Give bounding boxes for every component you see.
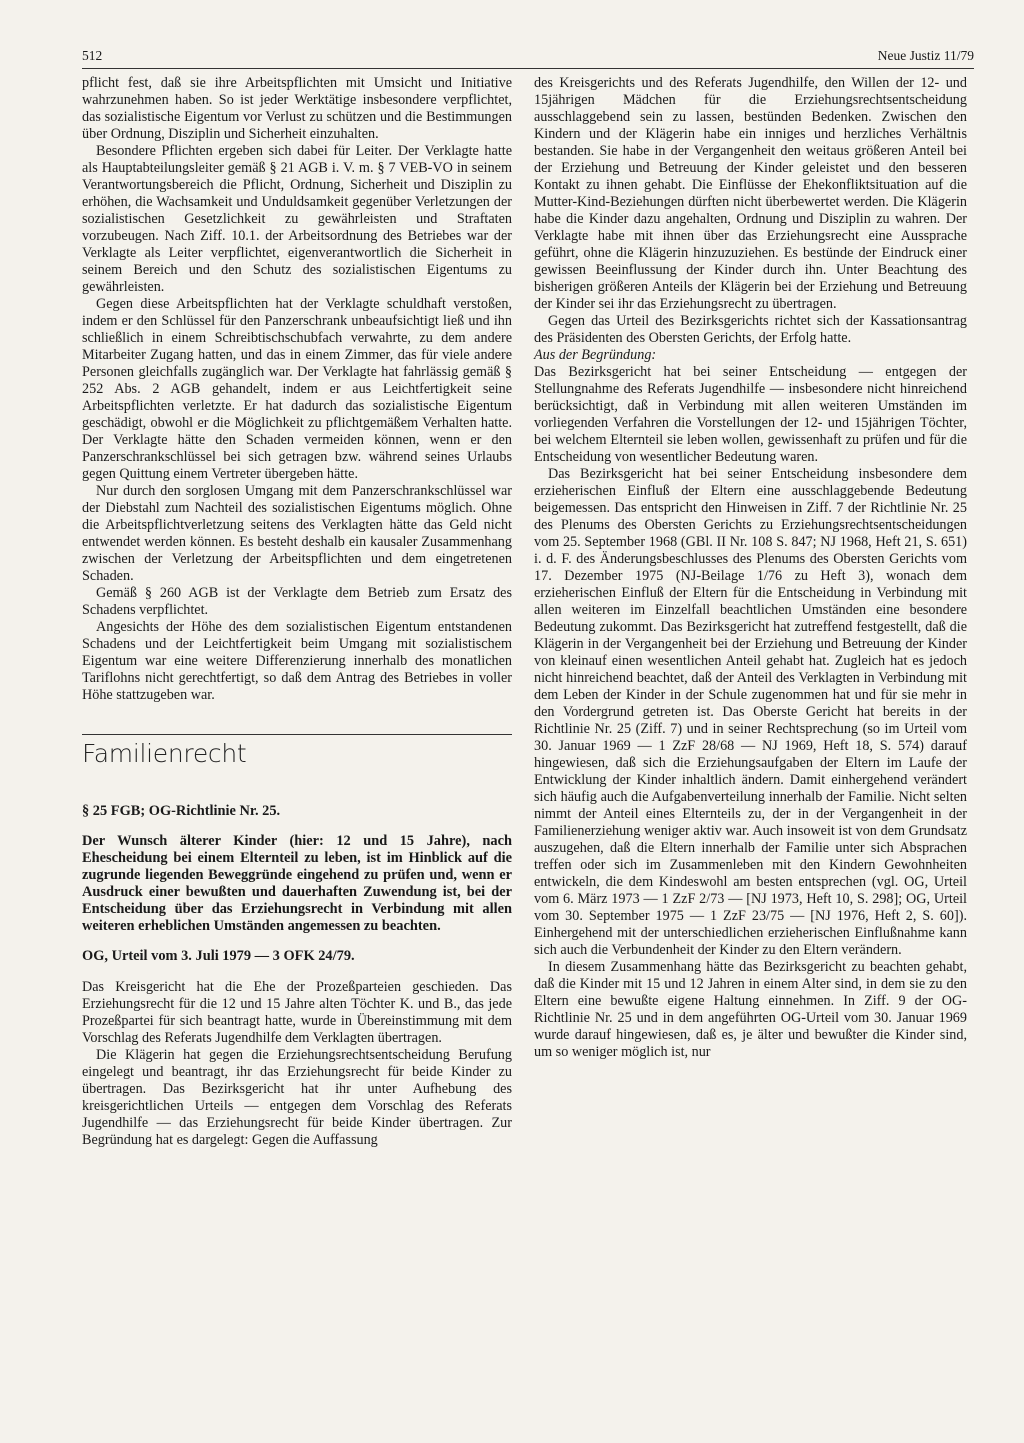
- paragraph: des Kreisgerichts und des Referats Jugendhilfe, den Willen der 12- und 15jährigen Mädchen für die Erziehungsrechtsentscheidung ausschlaggebend sein zu lassen, bestünden Bedenken. Zwischen den Kindern und der Klägerin habe ein inniges und herzliches Verhältnis bestanden. Sie habe in der Vergangenheit den weitaus größeren Anteil bei der Erziehung und Betreuung der Kinder geleistet und den besseren Kontakt zu ihnen gehabt. Die Einflüsse der Ehekonfliktsituation auf die Mutter-Kind-Beziehungen dürften nicht überbewertet werden. Die Klägerin habe die Kinder dazu angehalten, Ordnung und Disziplin zu wahren. Der Verklagte habe mit ihnen über das Erziehungsrecht eine Aussprache geführt, ohne die Klägerin hinzuzuziehen. Es bestünde der Eindruck einer gewissen Beeinflussung der Kinder durch ihn. Unter Beachtung des bisherigen größeren Anteils der Klägerin bei der Erziehung und Betreuung der Kinder sei ihr das Erziehungsrecht zu übertragen.: [534, 75, 967, 312]
- paragraph: Das Kreisgericht hat die Ehe der Prozeßparteien geschieden. Das Erziehungsrecht für die 12 und 15 Jahre alten Töchter K. und B., das jede Prozeßpartei für sich beantragt hatte, wurde in Übereinstimmung mit dem Vorschlag des Referats Jugendhilfe dem Verklagten übertragen.: [82, 979, 512, 1046]
- page-header: [82, 48, 974, 69]
- right-column: [534, 75, 967, 1061]
- norms-reference: § 25 FGB; OG-Richtlinie Nr. 25.: [82, 803, 281, 819]
- paragraph: Angesichts der Höhe des dem sozialistischen Eigentum entstandenen Schadens und der Leichtfertigkeit beim Umgang mit sozialistischem Eigentum war eine weitere Differenzierung innerhalb des monatlichen Tariflohns nicht gerechtfertigt, so daß dem Antrag des Betriebes in voller Höhe stattzugeben war.: [82, 619, 512, 703]
- section-heading: Familienrecht: [82, 734, 512, 769]
- paragraph: Das Bezirksgericht hat bei seiner Entscheidung — entgegen der Stellungnahme des Referats Jugendhilfe — insbesondere nicht hinreichend berücksichtigt, daß in Verbindung mit allen weiteren Umständen im vorliegenden Verfahren die Vorstellungen der 12- und 15jährigen Töchter, bei welchem Elternteil sie leben wollen, gewissenhaft zu prüfen und für die Entscheidung von wesentlicher Bedeutung waren.: [534, 364, 967, 465]
- paragraph: Die Klägerin hat gegen die Erziehungsrechtsentscheidung Berufung eingelegt und beantragt, ihr das Erziehungsrecht für beide Kinder zu übertragen. Das Bezirksgericht hat ihr unter Aufhebung des kreisgerichtlichen Urteils — entgegen dem Vorschlag des Referats Jugendhilfe — das Erziehungsrecht für beide Kinder übertragen. Zur Begründung hat es dargelegt: Gegen die Auffassung: [82, 1047, 512, 1148]
- paragraph: Besondere Pflichten ergeben sich dabei für Leiter. Der Verklagte hatte als Hauptabteilungsleiter gemäß § 21 AGB i. V. m. § 7 VEB-VO in seinem Verantwortungsbereich die Pflicht, Ordnung, Sicherheit und Disziplin zu erhöhen, die Wachsamkeit und Unduldsamkeit gegenüber Verletzungen der sozialistischen Gesetzlichkeit zu gewährleisten und Straftaten vorzubeugen. Nach Ziff. 10.1. der Arbeitsordnung des Betriebes war der Verklagte als Leiter verpflichtet, eigenverantwortlich die Sicherheit in seinem Bereich und den Schutz des sozialistischen Eigentums zu gewährleisten.: [82, 143, 512, 295]
- court-reference: OG, Urteil vom 3. Juli 1979 — 3 OFK 24/79.: [82, 948, 355, 964]
- paragraph: Gegen diese Arbeitspflichten hat der Verklagte schuldhaft verstoßen, indem er den Schlüssel für den Panzerschrank unbeaufsichtigt ließ und ihn schließlich in einem Schreibtischschubfach verwahrte, zu dem andere Mitarbeiter Zugang hatten, und das in einem Zimmer, das für viele andere Personen gleichfalls zugänglich war. Der Verklagte hat fahrlässig gemäß § 252 Abs. 2 AGB gehandelt, indem er aus Leichtfertigkeit seine Arbeitspflichten verletzte. Er hat dadurch das sozialistische Eigentum geschädigt, obwohl er die Möglichkeit zu pflichtgemäßem Verhalten hatte. Der Verklagte hätte den Schaden vermeiden können, wenn er den Panzerschrankschlüssel bei sich getragen bzw. während seines Urlaubs gegen Quittung einem Vertreter übergeben hätte.: [82, 296, 512, 482]
- paragraph: Gegen das Urteil des Bezirksgerichts richtet sich der Kassationsantrag des Präsidenten des Obersten Gerichts, der Erfolg hatte.: [534, 313, 967, 346]
- paragraph: Nur durch den sorglosen Umgang mit dem Panzerschrankschlüssel war der Diebstahl zum Nachteil des sozialistischen Eigentums möglich. Ohne die Arbeitspflichtverletzung seitens des Verklagten hätte das Geld nicht entwendet werden können. Es besteht deshalb ein kausaler Zusammenhang zwischen der Verletzung der Arbeitspflichten und dem eingetretenen Schaden.: [82, 483, 512, 584]
- paragraph: pflicht fest, daß sie ihre Arbeitspflichten mit Umsicht und Initiative wahrzunehmen haben. So ist jeder Werktätige insbesondere verpflichtet, das sozialistische Eigentum vor Verlust zu schützen und die Bestimmungen über Ordnung, Disziplin und Sicherheit einzuhalten.: [82, 75, 512, 142]
- headnote: Der Wunsch älterer Kinder (hier: 12 und 15 Jahre), nach Ehescheidung bei einem Elternteil zu leben, ist im Hinblick auf die zugrunde liegenden Beweggründe eingehend zu prüfen und, wenn er Ausdruck einer bewußten und dauerhaften Zuwendung ist, bei der Entscheidung über das Erziehungsrecht in Verbindung mit allen weiteren erheblichen Umständen angemessen zu beachten.: [82, 833, 512, 934]
- paragraph: In diesem Zusammenhang hätte das Bezirksgericht zu beachten gehabt, daß die Kinder mit 15 und 12 Jahren in einem Alter sind, in dem sie zu den Eltern eine bewußte eigene Haltung einnehmen. In Ziff. 9 der OG-Richtlinie Nr. 25 und in dem angeführten OG-Urteil vom 30. Januar 1969 wurde darauf hingewiesen, daß es, je älter und bewußter die Kinder sind, um so weniger möglich ist, nur: [534, 959, 967, 1060]
- journal-title: Neue Justiz 11/79: [877, 48, 974, 63]
- paragraph: Gemäß § 260 AGB ist der Verklagte dem Betrieb zum Ersatz des Schadens verpflichtet.: [82, 585, 512, 618]
- left-column: [82, 75, 512, 1149]
- paragraph: Das Bezirksgericht hat bei seiner Entscheidung insbesondere dem erzieherischen Einfluß der Eltern eine ausschlaggebende Bedeutung beigemessen. Das entspricht den Hinweisen in Ziff. 7 der Richtlinie Nr. 25 des Plenums des Obersten Gerichts zu Erziehungsrechtsentscheidungen vom 25. September 1968 (GBl. II Nr. 108 S. 847; NJ 1968, Heft 21, S. 651) i. d. F. des Änderungsbeschlusses des Plenums des Obersten Gerichts vom 17. Dezember 1975 (NJ-Beilage 1/76 zu Heft 3), wonach dem erzieherischen Einfluß der Eltern für die Entscheidung in Verbindung mit allen weiteren im Einzelfall beachtlichen Umständen eine besondere Bedeutung zukommt. Das Bezirksgericht hat zutreffend festgestellt, daß die Klägerin in der Vergangenheit bei der Erziehung und Betreuung der Kinder von kleinauf einen wesentlichen Anteil gehabt hat. Zugleich hat es jedoch nicht hinreichend beachtet, daß der Anteil des Verklagten in Verbindung mit dem Leben der Kinder in der Schule zugenommen hat und für sie mehr in den Vordergrund getreten ist. Das Oberste Gericht hat bereits in der Richtlinie Nr. 25 (Ziff. 7) und in seiner Rechtsprechung (so im Urteil vom 30. Januar 1969 — 1 ZzF 28/68 — NJ 1969, Heft 18, S. 574) darauf hingewiesen, daß sich die Erziehungsaufgaben der Eltern im Laufe der Entwicklung der Kinder inhaltlich ändern. Damit einhergehend verändert sich häufig auch die Aufgabenverteilung innerhalb der Familie. Nicht selten nimmt der Anteil eines Elternteils zu, der in der Vergangenheit in der Familienerziehung weniger aktiv war. Auch insoweit ist von dem Grundsatz auszugehen, daß die Eltern innerhalb der Familie unter sich Absprachen treffen oder sich im Zusammenleben mit den Kindern Gewohnheiten entwickeln, die dem Kindeswohl am besten entsprechen (vgl. OG, Urteil vom 6. März 1973 — 1 ZzF 2/73 — [NJ 1973, Heft 10, S. 298]; OG, Urteil vom 30. September 1975 — 1 ZzF 23/75 — [NJ 1976, Heft 2, S. 60]). Einhergehend mit der unterschiedlichen erzieherischen Einflußnahme kann sich auch die Verbundenheit der Kinder zu den Eltern verändern.: [534, 466, 967, 958]
- reasons-heading: Aus der Begründung:: [534, 347, 657, 363]
- page-number: 512: [82, 48, 103, 63]
